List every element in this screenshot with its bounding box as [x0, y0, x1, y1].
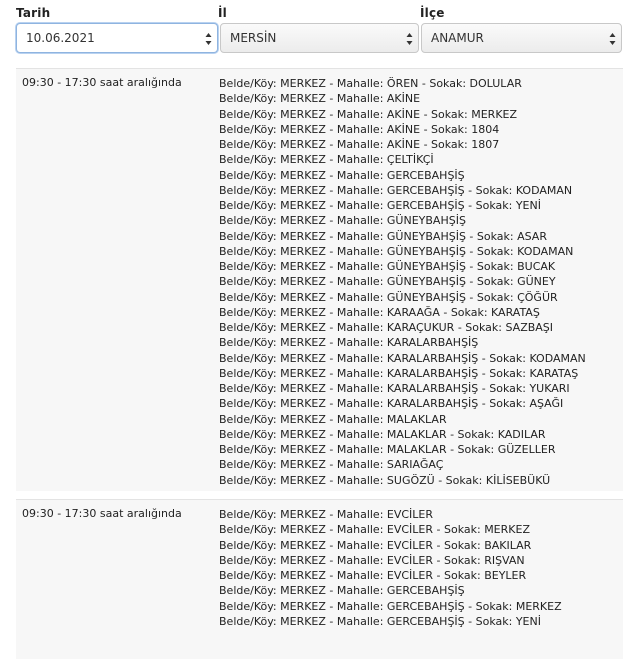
location-item: Belde/Köy: MERKEZ - Mahalle: ÇELTİKÇİ: [219, 153, 434, 167]
location-item: Belde/Köy: MERKEZ - Mahalle: GERCEBAHŞİŞ - Sokak: MERKEZ: [219, 599, 562, 613]
location-item: Belde/Köy: MERKEZ - Mahalle: MALAKLAR: [219, 412, 447, 426]
location-item: Belde/Köy: MERKEZ - Mahalle: KARALARBAHŞİŞ: [219, 336, 479, 350]
date-label: Tarih: [16, 6, 51, 20]
select-arrows-icon: [205, 32, 212, 46]
location-item: Belde/Köy: MERKEZ - Mahalle: GÜNEYBAHŞİŞ - Sokak: GÜNEY: [219, 275, 556, 289]
location-item: Belde/Köy: MERKEZ - Mahalle: GÜNEYBAHŞİŞ - Sokak: ASAR: [219, 229, 547, 243]
location-item: Belde/Köy: MERKEZ - Mahalle: AKİNE - Sokak: 1807: [219, 138, 500, 151]
province-select[interactable]: [220, 23, 419, 53]
province-label: İl: [218, 6, 227, 20]
province-filter: [218, 6, 227, 22]
location-item: Belde/Köy: MERKEZ - Mahalle: EVCİLER: [219, 508, 434, 521]
select-arrows-icon: [609, 32, 616, 46]
district-label: İlçe: [420, 6, 445, 20]
location-item: Belde/Köy: MERKEZ - Mahalle: KARAAĞA - Sokak: KARATAŞ: [219, 305, 540, 319]
outage-row: [16, 499, 623, 659]
outage-time: 09:30 - 17:30 saat aralığında: [22, 507, 182, 520]
province-value: MERSİN: [230, 31, 277, 45]
location-item: Belde/Köy: MERKEZ - Mahalle: GERCEBAHŞİŞ - Sokak: KODAMAN: [219, 183, 573, 197]
location-item: Belde/Köy: MERKEZ - Mahalle: SARIAĞAÇ: [219, 458, 444, 472]
location-item: Belde/Köy: MERKEZ - Mahalle: AKİNE: [219, 92, 421, 106]
select-arrows-icon: [406, 32, 413, 46]
date-value: 10.06.2021: [26, 31, 95, 45]
filter-bar: [0, 0, 641, 64]
location-item: Belde/Köy: MERKEZ - Mahalle: MALAKLAR - Sokak: GÜZELLER: [219, 443, 556, 456]
location-item: Belde/Köy: MERKEZ - Mahalle: GERCEBAHŞİŞ: [219, 168, 465, 182]
location-item: Belde/Köy: MERKEZ - Mahalle: AKİNE - Sokak: 1804: [219, 122, 500, 136]
location-item: Belde/Köy: MERKEZ - Mahalle: GERCEBAHŞİŞ: [219, 584, 465, 598]
location-item: Belde/Köy: MERKEZ - Mahalle: KARALARBAHŞİŞ - Sokak: AŞAĞI: [219, 397, 564, 411]
location-item: Belde/Köy: MERKEZ - Mahalle: GERCEBAHŞİŞ - Sokak: YENİ: [219, 614, 541, 628]
district-filter: [420, 6, 445, 22]
outage-row: [16, 68, 623, 491]
date-select[interactable]: [16, 23, 218, 53]
location-item: Belde/Köy: MERKEZ - Mahalle: EVCİLER - Sokak: BEYLER: [219, 569, 527, 582]
location-item: Belde/Köy: MERKEZ - Mahalle: AKİNE - Sokak: MERKEZ: [219, 107, 518, 121]
location-item: Belde/Köy: MERKEZ - Mahalle: GERCEBAHŞİŞ - Sokak: YENİ: [219, 199, 541, 212]
location-list: [219, 500, 562, 659]
location-item: Belde/Köy: MERKEZ - Mahalle: EVCİLER - Sokak: RIŞVAN: [219, 553, 525, 567]
location-list: [219, 69, 586, 491]
location-item: Belde/Köy: MERKEZ - Mahalle: GÜNEYBAHŞİŞ: [219, 214, 466, 228]
location-item: Belde/Köy: MERKEZ - Mahalle: GÜNEYBAHŞİŞ - Sokak: BUCAK: [219, 260, 556, 273]
outage-results: [16, 68, 623, 667]
location-item: Belde/Köy: MERKEZ - Mahalle: KARALARBAHŞİŞ - Sokak: YUKARI: [219, 382, 570, 395]
location-item: Belde/Köy: MERKEZ - Mahalle: GÜNEYBAHŞİŞ - Sokak: ÇÖĞÜR: [219, 290, 558, 304]
location-item: Belde/Köy: MERKEZ - Mahalle: EVCİLER - Sokak: BAKILAR: [219, 538, 532, 552]
location-item: Belde/Köy: MERKEZ - Mahalle: GÜNEYBAHŞİŞ - Sokak: KODAMAN: [219, 244, 574, 258]
location-item: Belde/Köy: MERKEZ - Mahalle: EVCİLER - Sokak: MERKEZ: [219, 523, 530, 537]
location-item: Belde/Köy: MERKEZ - Mahalle: KARAÇUKUR - Sokak: SAZBAŞI: [219, 321, 554, 334]
location-item: Belde/Köy: MERKEZ - Mahalle: MALAKLAR - Sokak: KADILAR: [219, 427, 546, 441]
location-item: Belde/Köy: MERKEZ - Mahalle: KARALARBAHŞİŞ - Sokak: KODAMAN: [219, 351, 586, 365]
date-filter: [16, 6, 50, 22]
district-select[interactable]: [421, 23, 622, 53]
location-item: Belde/Köy: MERKEZ - Mahalle: KARALARBAHŞİŞ - Sokak: KARATAŞ: [219, 366, 579, 380]
location-item: Belde/Köy: MERKEZ - Mahalle: SUGÖZÜ - Sokak: KİLİSEBÜKÜ: [219, 473, 551, 487]
district-value: ANAMUR: [431, 31, 484, 45]
location-item: Belde/Köy: MERKEZ - Mahalle: ÖREN - Sokak: DOLULAR: [219, 77, 522, 90]
outage-time: 09:30 - 17:30 saat aralığında: [22, 76, 182, 89]
